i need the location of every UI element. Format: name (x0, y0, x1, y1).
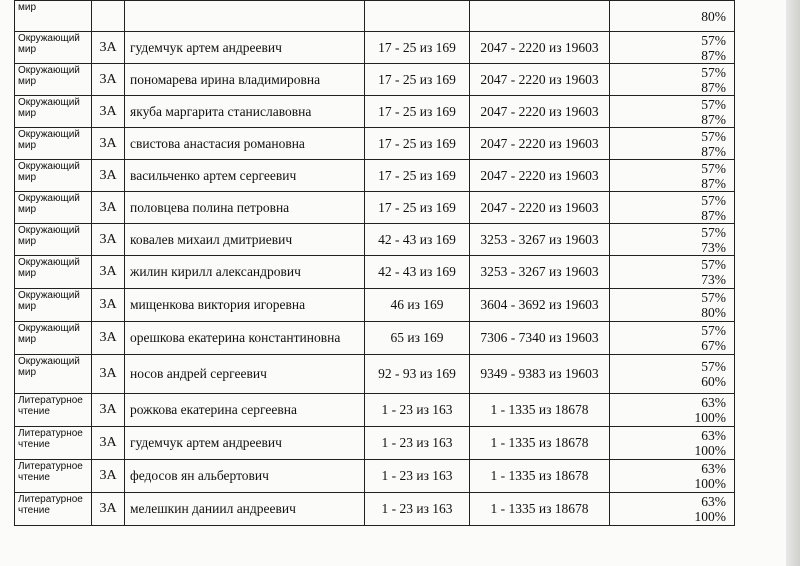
table-row (15, 289, 735, 322)
subject-cell: Окружающий мир (15, 160, 92, 192)
class-cell: 3А (92, 32, 125, 64)
region-rank-cell: 7306 - 7340 из 19603 (470, 322, 610, 355)
percent-cell (610, 224, 735, 256)
class-cell: 3А (92, 64, 125, 96)
school-rank-cell: 92 - 93 из 169 (365, 355, 470, 394)
percent-value: 57% (701, 192, 726, 208)
table-row (15, 160, 735, 192)
table-row (15, 1, 735, 32)
student-name-cell: носов андрей сергеевич (125, 355, 365, 394)
table-row (15, 64, 735, 96)
school-rank-cell: 17 - 25 из 169 (365, 96, 470, 128)
percent-value: 87% (701, 175, 726, 191)
student-name-cell: ковалев михаил дмитриевич (125, 224, 365, 256)
percent-cell (610, 128, 735, 160)
region-rank-cell: 1 - 1335 из 18678 (470, 460, 610, 493)
student-name-cell: рожкова екатерина сергеевна (125, 394, 365, 427)
percent-cell (610, 1, 735, 32)
table-row (15, 256, 735, 289)
class-cell: 3А (92, 355, 125, 394)
student-name-cell: пономарева ирина владимировна (125, 64, 365, 96)
percent-value: 100% (694, 509, 726, 524)
class-cell: 3А (92, 427, 125, 460)
table-row (15, 394, 735, 427)
table-row (15, 427, 735, 460)
table-row (15, 322, 735, 355)
percent-value: 87% (701, 143, 726, 159)
region-rank-cell: 2047 - 2220 из 19603 (470, 128, 610, 160)
percent-value: 87% (701, 79, 726, 95)
percent-cell (610, 256, 735, 289)
table-row (15, 224, 735, 256)
percent-cell (610, 192, 735, 224)
percent-value: 63% (701, 428, 726, 443)
school-rank-cell: 1 - 23 из 163 (365, 460, 470, 493)
percent-cell (610, 64, 735, 96)
percent-value: 57% (701, 160, 726, 176)
class-cell: 3А (92, 96, 125, 128)
region-rank-cell: 2047 - 2220 из 19603 (470, 192, 610, 224)
student-name-cell: васильченко артем сергеевич (125, 160, 365, 192)
percent-value: 80% (701, 8, 726, 24)
percent-cell (610, 96, 735, 128)
region-rank-cell: 1 - 1335 из 18678 (470, 427, 610, 460)
percent-value: 100% (694, 410, 726, 425)
school-rank-cell: 1 - 23 из 163 (365, 493, 470, 526)
percent-value: 63% (701, 395, 726, 410)
class-cell (92, 1, 125, 32)
school-rank-cell: 17 - 25 из 169 (365, 160, 470, 192)
percent-cell (610, 394, 735, 427)
percent-cell (610, 427, 735, 460)
region-rank-cell: 3253 - 3267 из 19603 (470, 256, 610, 289)
percent-cell (610, 289, 735, 322)
class-cell: 3А (92, 160, 125, 192)
percent-value: 100% (694, 476, 726, 491)
class-cell: 3А (92, 322, 125, 355)
school-rank-cell: 1 - 23 из 163 (365, 427, 470, 460)
percent-value: 57% (701, 257, 726, 272)
class-cell: 3А (92, 289, 125, 322)
subject-cell: Окружающий мир (15, 224, 92, 256)
student-name-cell: орешкова екатерина константиновна (125, 322, 365, 355)
region-rank-cell: 2047 - 2220 из 19603 (470, 64, 610, 96)
percent-cell (610, 322, 735, 355)
school-rank-cell: 17 - 25 из 169 (365, 128, 470, 160)
region-rank-cell (470, 1, 610, 32)
subject-cell: Окружающий мир (15, 355, 92, 394)
percent-value: 57% (701, 290, 726, 305)
region-rank-cell: 9349 - 9383 из 19603 (470, 355, 610, 394)
subject-cell: Окружающий мир (15, 32, 92, 64)
school-rank-cell: 1 - 23 из 163 (365, 394, 470, 427)
percent-value: 57% (701, 96, 726, 112)
percent-value: 73% (701, 272, 726, 287)
percent-value: 67% (701, 338, 726, 353)
subject-cell: Окружающий мир (15, 192, 92, 224)
class-cell: 3А (92, 460, 125, 493)
subject-cell: Литературное чтение (15, 493, 92, 526)
subject-cell: Литературное чтение (15, 460, 92, 493)
student-name-cell: гудемчук артем андреевич (125, 427, 365, 460)
percent-cell (610, 32, 735, 64)
subject-cell: Окружающий мир (15, 96, 92, 128)
region-rank-cell: 3253 - 3267 из 19603 (470, 224, 610, 256)
table-row (15, 355, 735, 394)
student-name-cell: федосов ян альбертович (125, 460, 365, 493)
subject-cell: Литературное чтение (15, 427, 92, 460)
class-cell: 3А (92, 224, 125, 256)
percent-value: 57% (701, 224, 726, 240)
school-rank-cell: 17 - 25 из 169 (365, 64, 470, 96)
region-rank-cell: 2047 - 2220 из 19603 (470, 160, 610, 192)
percent-value: 57% (701, 64, 726, 80)
subject-cell: Окружающий мир (15, 289, 92, 322)
table-row (15, 493, 735, 526)
school-rank-cell: 42 - 43 из 169 (365, 224, 470, 256)
subject-cell: Окружающий мир (15, 128, 92, 160)
percent-value: 57% (701, 323, 726, 338)
school-rank-cell: 65 из 169 (365, 322, 470, 355)
percent-value: 57% (701, 359, 726, 374)
class-cell: 3А (92, 128, 125, 160)
student-name-cell (125, 1, 365, 32)
region-rank-cell: 3604 - 3692 из 19603 (470, 289, 610, 322)
subject-cell: Литературное чтение (15, 394, 92, 427)
percent-cell (610, 460, 735, 493)
percent-cell (610, 355, 735, 394)
subject-cell: мир (15, 1, 92, 32)
subject-cell: Окружающий мир (15, 64, 92, 96)
school-rank-cell: 42 - 43 из 169 (365, 256, 470, 289)
percent-value: 63% (701, 494, 726, 509)
student-name-cell: якуба маргарита станиславовна (125, 96, 365, 128)
region-rank-cell: 1 - 1335 из 18678 (470, 493, 610, 526)
percent-value: 87% (701, 111, 726, 127)
results-table-body (15, 1, 735, 526)
region-rank-cell: 1 - 1335 из 18678 (470, 394, 610, 427)
page-edge (786, 0, 800, 566)
region-rank-cell: 2047 - 2220 из 19603 (470, 96, 610, 128)
class-cell: 3А (92, 192, 125, 224)
table-row (15, 192, 735, 224)
school-rank-cell (365, 1, 470, 32)
percent-cell (610, 160, 735, 192)
student-name-cell: мищенкова виктория игоревна (125, 289, 365, 322)
student-name-cell: половцева полина петровна (125, 192, 365, 224)
percent-cell (610, 493, 735, 526)
subject-cell: Окружающий мир (15, 322, 92, 355)
percent-value: 57% (701, 128, 726, 144)
class-cell: 3А (92, 493, 125, 526)
percent-value: 63% (701, 461, 726, 476)
school-rank-cell: 17 - 25 из 169 (365, 192, 470, 224)
percent-value: 87% (701, 207, 726, 223)
table-row (15, 128, 735, 160)
table-row (15, 96, 735, 128)
region-rank-cell: 2047 - 2220 из 19603 (470, 32, 610, 64)
results-table (14, 0, 735, 526)
percent-value: 87% (701, 47, 726, 63)
percent-value: 57% (701, 32, 726, 48)
subject-cell: Окружающий мир (15, 256, 92, 289)
percent-value: 60% (701, 374, 726, 389)
table-row (15, 32, 735, 64)
school-rank-cell: 46 из 169 (365, 289, 470, 322)
percent-value: 73% (701, 239, 726, 255)
student-name-cell: жилин кирилл александрович (125, 256, 365, 289)
percent-value: 100% (694, 443, 726, 458)
student-name-cell: свистова анастасия романовна (125, 128, 365, 160)
student-name-cell: мелешкин даниил андреевич (125, 493, 365, 526)
class-cell: 3А (92, 394, 125, 427)
percent-value: 80% (701, 305, 726, 320)
school-rank-cell: 17 - 25 из 169 (365, 32, 470, 64)
student-name-cell: гудемчук артем андреевич (125, 32, 365, 64)
table-row (15, 460, 735, 493)
class-cell: 3А (92, 256, 125, 289)
